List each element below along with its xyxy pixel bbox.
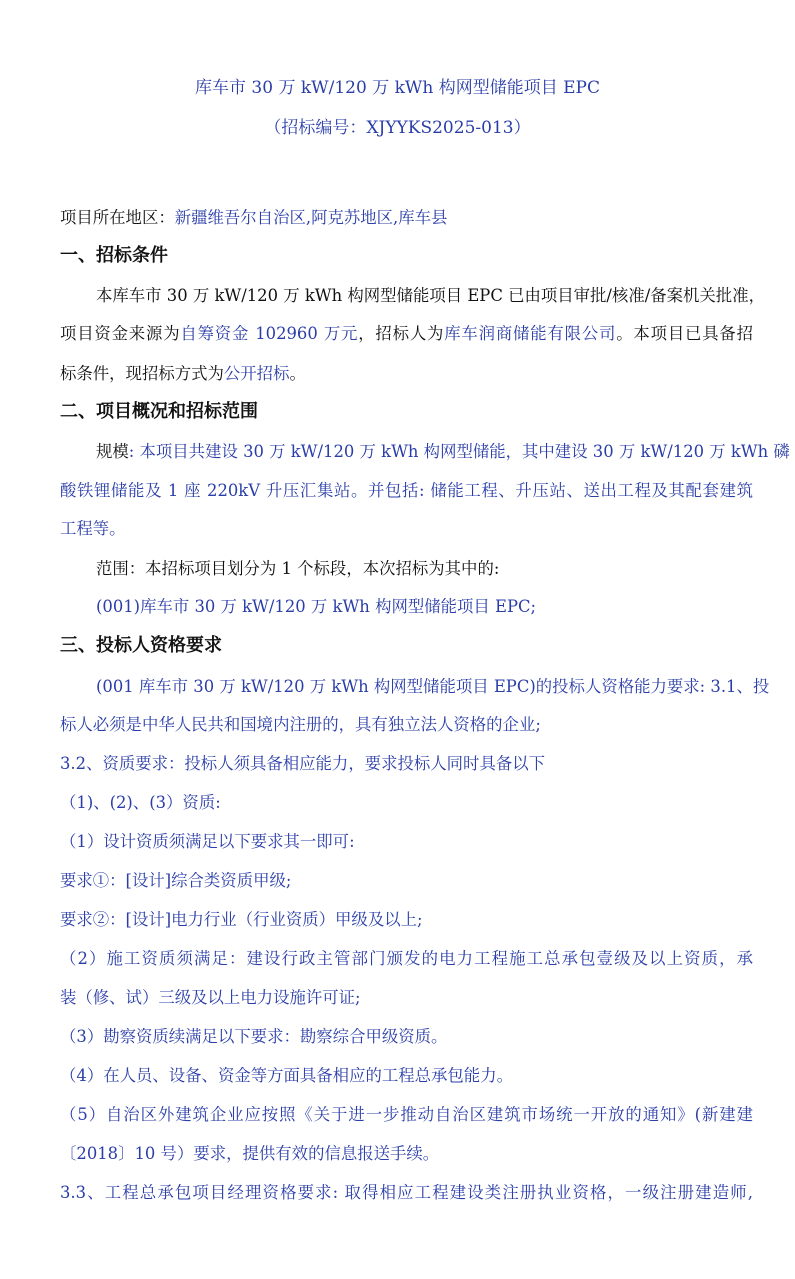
region-label: 项目所在地区： — [60, 208, 175, 227]
s1-tenderer-label: ，招标人为 — [358, 324, 445, 343]
s2-line-2: 酸铁锂储能及 1 座 220kV 升压汇集站。并包括: 储能工程、升压站、送出工程及其配套建筑 — [60, 481, 753, 500]
section-2-heading: 二、项目概况和招标范围 — [60, 401, 258, 422]
s1-line-1: 本库车市 30 万 kW/120 万 kWh 构网型储能项目 EPC 已由项目审批/核准/备案机关批准， — [96, 286, 765, 305]
project-region — [60, 208, 447, 228]
s3-para-6: 要求①：[设计]综合类资质甲级; — [60, 871, 292, 890]
s3-para-5: （1）设计资质须满足以下要求其一即可: — [60, 832, 355, 851]
s3-para-9: 装（修、试）三级及以上电力设施许可证; — [60, 988, 361, 1007]
s3-para-12: （5）自治区外建筑企业应按照《关于进一步推动自治区建筑市场统一开放的通知》(新建建 — [60, 1105, 753, 1124]
s1-method-value: 公开招标 — [223, 364, 290, 383]
s3-para-3: 3.2、资质要求：投标人须具备相应能力，要求投标人同时具备以下 — [60, 754, 546, 773]
s1-line-2 — [60, 324, 753, 344]
s1-fund-label: 项目资金来源为 — [60, 324, 181, 343]
s2-scale-text: : 本项目共建设 30 万 kW/120 万 kWh 构网型储能，其中建设 30 万 kW/120 万 kWh 磷 — [128, 442, 790, 461]
s3-para-7: 要求②：[设计]电力行业（行业资质）甲级及以上; — [60, 910, 423, 929]
section-3-heading: 三、投标人资格要求 — [60, 635, 222, 656]
s3-para-11: （4）在人员、设备、资金等方面具备相应的工程总承包能力。 — [60, 1066, 513, 1085]
s3-para-2: 标人必须是中华人民共和国境内注册的，具有独立法人资格的企业; — [60, 715, 541, 734]
s3-para-14: 3.3、工程总承包项目经理资格要求: 取得相应工程建设类注册执业资格，一级注册建造师, — [60, 1183, 753, 1202]
tender-code: （招标编号：XJYYKS2025-013） — [264, 118, 531, 138]
s1-method-label: 标条件，现招标方式为 — [60, 364, 224, 383]
s1-line-2-tail: 。本项目已具备招 — [616, 324, 754, 343]
s3-para-13: 〔2018〕10 号）要求，提供有效的信息报送手续。 — [60, 1144, 440, 1163]
s1-line-3 — [60, 364, 306, 384]
s1-fund-value: 自筹资金 102960 万元 — [180, 324, 359, 343]
s3-para-4: （1)、(2)、(3）资质: — [60, 793, 221, 812]
s1-tenderer-value: 库车润商储能有限公司 — [444, 324, 617, 343]
s2-line-1 — [96, 442, 790, 462]
s2-scale-label: 规模 — [96, 442, 129, 461]
s2-scope: 范围：本招标项目划分为 1 个标段，本次招标为其中的: — [96, 559, 500, 578]
s2-line-3: 工程等。 — [60, 519, 126, 538]
s1-line-3-tail: 。 — [289, 364, 306, 383]
s3-para-1: (001 库车市 30 万 kW/120 万 kWh 构网型储能项目 EPC)的投标人资格能力要求: 3.1、投 — [96, 677, 770, 696]
section-1-heading: 一、招标条件 — [60, 245, 168, 266]
region-value: 新疆维吾尔自治区,阿克苏地区,库车县 — [174, 208, 448, 227]
document-title: 库车市 30 万 kW/120 万 kWh 构网型储能项目 EPC — [195, 78, 600, 98]
s3-para-10: （3）勘察资质续满足以下要求：勘察综合甲级资质。 — [60, 1027, 448, 1046]
s3-para-8: （2）施工资质须满足：建设行政主管部门颁发的电力工程施工总承包壹级及以上资质，承 — [60, 949, 753, 968]
s2-lot: (001)库车市 30 万 kW/120 万 kWh 构网型储能项目 EPC; — [96, 597, 537, 616]
